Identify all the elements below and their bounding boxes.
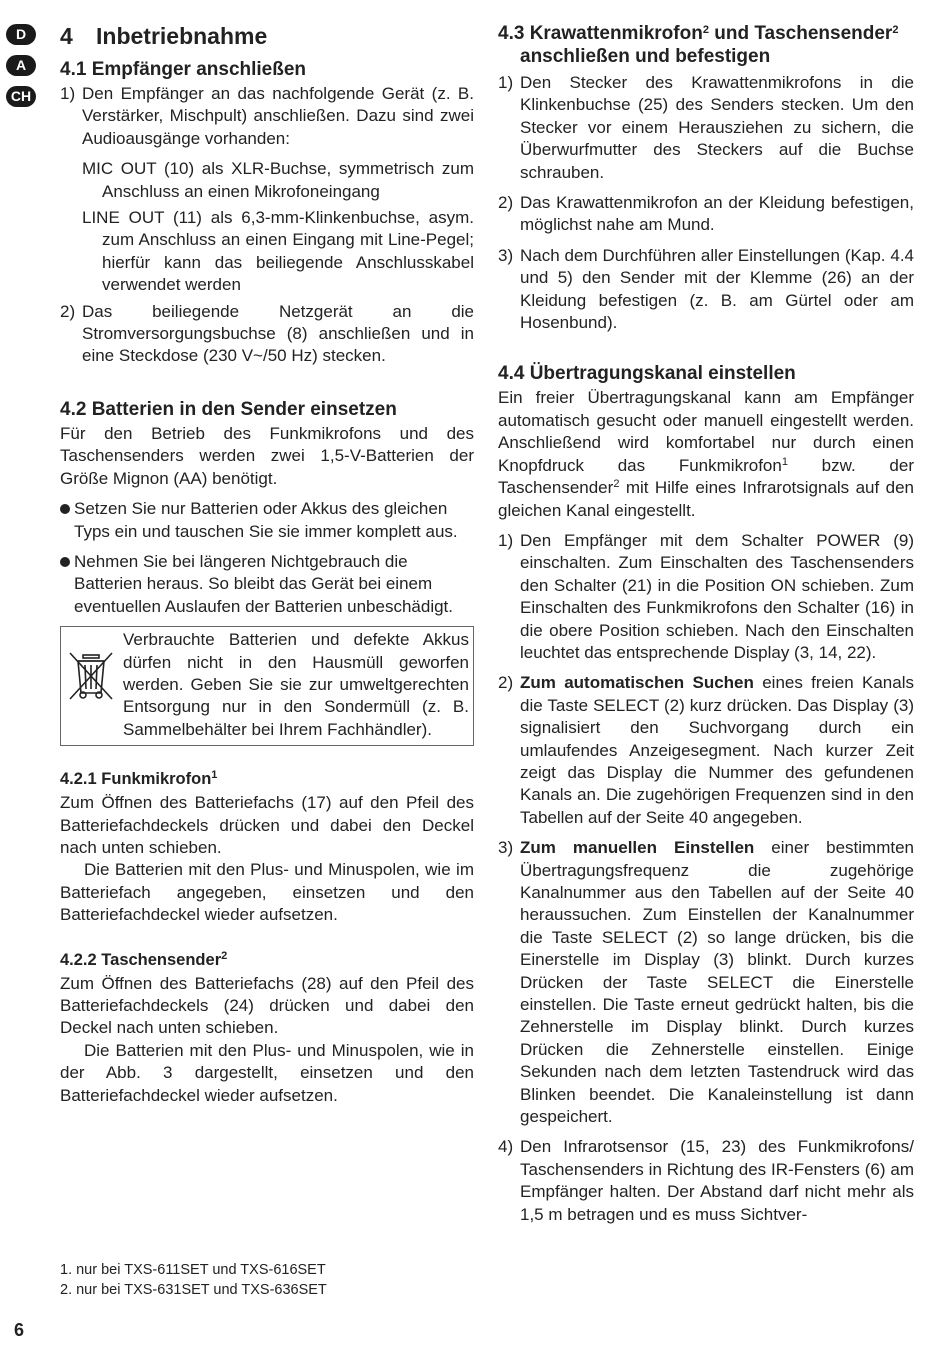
- list-item: [498, 245, 914, 335]
- list-item: [498, 72, 914, 184]
- item-number: 2): [498, 673, 514, 693]
- item-number: 1): [498, 530, 514, 550]
- section-4-2-1-title: 4.2.1 Funkmikrofon$^1$: [60, 769, 218, 789]
- bullet-item: [60, 498, 474, 543]
- list-item: [498, 837, 914, 1128]
- battery-disposal-notice: [60, 626, 474, 746]
- section-4-2-title: 4.2 Batterien in den Sender einsetzen: [60, 398, 397, 420]
- list-item: [498, 672, 914, 829]
- item-text: Den Empfänger an das nachfolgende Gerät (z. B. Verstärker, Mischpult) anschließen. Dazu sind zwei Audioausgänge vorhanden:: [82, 84, 474, 148]
- chapter-title: [60, 22, 474, 50]
- item-text: Nach dem Durchführen aller Einstellungen (Kap. 4.4 und 5) den Sender mit der Klemme (26) an der Kleidung befestigen (z. B. am Gürtel oder am Hosenbund).: [520, 245, 914, 333]
- section-4-2-intro: Für den Betrieb des Funkmikrofons und des Taschensenders werden zwei 1,5-V-Batterien der Größe Mignon (AA) benötigt.: [60, 423, 474, 488]
- section-4-2-2-title: 4.2.2 Taschensender$^2$: [60, 949, 228, 969]
- item-text: Den Stecker des Krawattenmikrofons in die Klinkenbuchse (25) des Senders stecken. Um den Stecker vor einem Herausziehen zu sichern, die Überwurfmutter des Steckers auf die Buchse schrauben.: [520, 73, 914, 182]
- item-number: 1): [498, 73, 514, 92]
- left-column: [60, 22, 474, 1107]
- list-item: [60, 83, 474, 150]
- mic-out-description: MIC OUT (10) als XLR-Buchse, symmetrisch zum Anschluss an einen Mikrofoneingang: [82, 159, 474, 201]
- bullet-dot-icon: [60, 504, 70, 514]
- list-item: [498, 192, 914, 237]
- chapter-title-text: Inbetriebnahme: [96, 23, 268, 49]
- footnote-1: 1. nur bei TXS-611SET und TXS-616SET: [60, 1262, 326, 1278]
- section-4-1-title: 4.1 Empfänger anschließen: [60, 59, 307, 80]
- chapter-number: 4: [60, 23, 73, 49]
- bullet-text: Nehmen Sie bei längeren Nichtgebrauch die Batterien heraus. So bleibt das Gerät bei einem eventuellen Auslaufen der Batterien unbeschädigt.: [74, 551, 453, 616]
- item-number: 2): [498, 193, 514, 213]
- list-item: [60, 301, 474, 368]
- list-item: [498, 1136, 914, 1226]
- crossed-out-bin-icon: [67, 649, 115, 705]
- footnote-2: 2. nur bei TXS-631SET und TXS-636SET: [60, 1282, 327, 1298]
- bullet-text: Setzen Sie nur Batterien oder Akkus des gleichen Typs ein und tauschen Sie sie immer komplett aus.: [74, 499, 458, 541]
- lang-tab-d: D: [6, 24, 36, 45]
- list-item: [498, 530, 914, 664]
- item-text: Das Krawattenmikrofon an der Kleidung befestigen, möglichst nahe am Mund.: [520, 193, 914, 235]
- lang-tab-ch: CH: [6, 86, 36, 107]
- item-text: Den Infrarotsensor (15, 23) des Funkmikrofons/ Taschensenders in Richtung des IR-Fensters (6) am Empfänger halten. Der Abstand darf nicht mehr als 1,5 m betragen und es muss Sichtver-: [520, 1137, 914, 1224]
- section-4-2-2-p2: Die Batterien mit den Plus- und Minuspolen, wie in der Abb. 3 dargestellt, einsetzen und den Batteriefachdeckel wieder aufsetzen.: [60, 1040, 474, 1105]
- item-text: eines freien Kanals die Taste SELECT (2) kurz drücken. Das Display (3) signalisiert den Suchvorgang durch ein umlaufendes Anzeigesegment. Nach kurzer Zeit zeigt das Display die Nummer des gefundenen Kanals an. Die zugehörigen Frequenzen sind in den Tabellen auf der Seite 40 angegeben.: [520, 673, 914, 827]
- page-number: 6: [14, 1320, 25, 1340]
- footnotes: [60, 1260, 327, 1300]
- notice-text: Verbrauchte Batterien und defekte Akkus dürfen nicht in den Hausmüll geworfen werden. Geben Sie sie zur umweltgerechten Entsorgung nur in den Sondermüll (z. B. Sammelbehälter bei Ihrem Fachhändler).: [123, 630, 469, 739]
- line-out-description: LINE OUT (11) als 6,3-mm-Klinkenbuchse, asym. zum Anschluss an einen Eingang mit Line-Pegel; hierfür kann das beiliegende Anschlusskabel verwendet werden: [82, 208, 474, 295]
- item-text: einer bestimmten Übertragungsfrequenz die zugehörige Kanalnummer aus den Tabellen auf der Seite 40 heraussuchen. Zum Einstellen der Kanalnummer die Taste SELECT (2) so lange drücken, bis die Einerstelle im Display (3) blinkt. Durch kurzes Drücken der Taste SELECT die Einerstelle einstellen. Die Taste erneut gedrückt halten, bis die Zehnerstelle im Display blinkt. Durch kurzes Drücken die Zehnerstelle einstellen. Einige Sekunden nach dem letzten Tastendruck wird das Blinken beendet. Die Kanaleinstellung ist dann gespeichert.: [520, 838, 914, 1127]
- item-number: 1): [60, 84, 76, 103]
- section-4-4-title: 4.4 Übertragungskanal einstellen: [498, 363, 796, 385]
- lang-tab-a: A: [6, 55, 36, 76]
- section-4-4-intro: Ein freier Übertragungskanal kann am Empfänger automatisch gesucht oder manuell eingestellt werden. Anschließend wird komfortabel nur durch einen Knopfdruck das Funkmikrofon$^1$ bzw. der Taschensender$^2$ mit Hilfe eines Infrarotsignals auf den gleichen Kanal eingestellt.: [498, 388, 914, 520]
- item-number: 2): [60, 301, 76, 321]
- item-number: 4): [498, 1137, 514, 1157]
- bullet-item: [60, 551, 474, 618]
- item-number: 3): [498, 838, 514, 858]
- bullet-dot-icon: [60, 557, 70, 567]
- item-text: Das beiliegende Netzgerät an die Stromversorgungsbuchse (8) anschließen und in eine Steckdose (230 V~/50 Hz) stecken.: [82, 301, 474, 366]
- section-4-3-title: 4.3 Krawattenmikrofon$^2$ und Taschensender$^2$ anschließen und befestigen: [498, 23, 899, 67]
- section-4-2-1-p2: Die Batterien mit den Plus- und Minuspolen, wie im Batteriefach angegeben, einsetzen und den Batteriefachdeckel wieder aufsetzen.: [60, 860, 474, 925]
- item-number: 3): [498, 245, 514, 265]
- right-column: [498, 22, 914, 1234]
- section-4-2-2-p1: Zum Öffnen des Batteriefachs (28) auf den Pfeil des Batteriefachdeckels (24) drücken und dabei den Deckel nach unten schieben.: [60, 973, 474, 1038]
- item-bold-lead: Zum automatischen Suchen: [520, 673, 754, 693]
- item-bold-lead: Zum manuellen Einstellen: [520, 838, 755, 858]
- item-text: Den Empfänger mit dem Schalter POWER (9) einschalten. Zum Einschalten des Taschensenders den Schalter (21) in die Position ON schieben. Zum Einschalten des Funkmikrofons den Schalter (16) in die obere Position schieben. Nach den Einschalten leuchtet das entsprechende Display (3, 14, 22).: [520, 530, 914, 662]
- language-tabs: [6, 24, 40, 117]
- section-4-2-1-p1: Zum Öffnen des Batteriefachs (17) auf den Pfeil des Batteriefachdeckels drücken und dabei den Deckel nach unten schieben.: [60, 793, 474, 857]
